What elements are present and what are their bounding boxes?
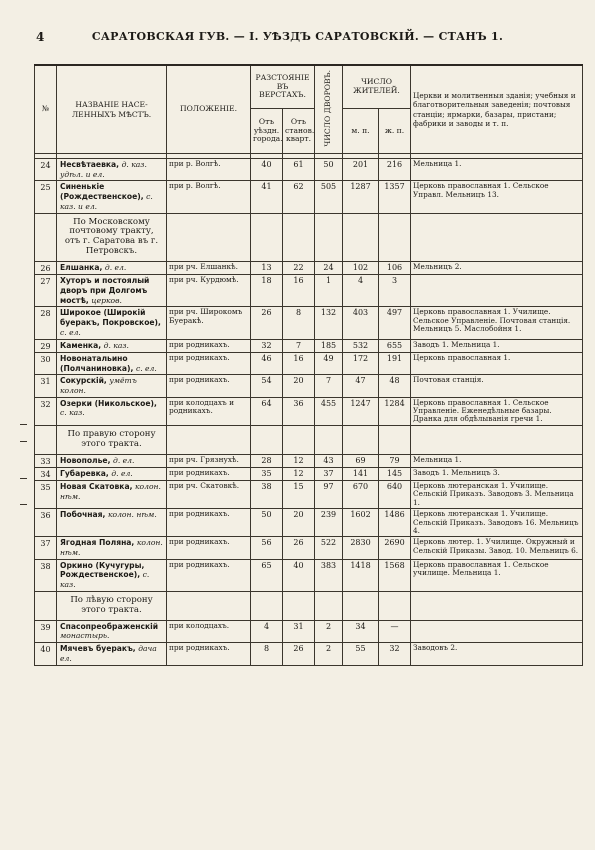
row-number: 38 xyxy=(35,559,57,591)
households-cell: 132 xyxy=(315,307,343,339)
settlement-name-cell xyxy=(57,537,167,559)
female-cell: 655 xyxy=(379,339,411,352)
settlement-name: Каменка, xyxy=(60,340,102,350)
col-header-notes: Церкви и молитвенныя зданія; учебныя и благотворительныя заведенія; почтовыя станціи; ярмарки, базары, пристани; фабрики и заводы и т. п. xyxy=(411,65,583,154)
notes-cell: Церковь православная 1. Сельское Управл. Мельницъ 13. xyxy=(411,181,583,213)
notes-cell: Церковь православная 1. Училище. Сельское Управленіе. Почтовая станція. Мельницъ 5. Маслобойня 1. xyxy=(411,307,583,339)
households-cell: 2 xyxy=(315,643,343,665)
distance-camp-cell: 22 xyxy=(283,262,315,275)
notes-cell: Мельница 1. xyxy=(411,159,583,181)
position-cell: при рч. Грязнухѣ. xyxy=(167,454,251,467)
row-number: 31 xyxy=(35,375,57,397)
row-number: 37 xyxy=(35,537,57,559)
notes-cell: Мельница 1. xyxy=(411,454,583,467)
households-cell: 522 xyxy=(315,537,343,559)
row-number: 34 xyxy=(35,467,57,480)
position-cell: при р. Волгѣ. xyxy=(167,181,251,213)
settlement-name-cell xyxy=(57,509,167,537)
page-header xyxy=(0,26,595,46)
settlement-name: Новополье, xyxy=(60,455,111,465)
distance-town-cell: 35 xyxy=(251,467,283,480)
households-cell: 383 xyxy=(315,559,343,591)
female-cell: 3 xyxy=(379,275,411,307)
distance-town-cell: 40 xyxy=(251,159,283,181)
distance-town-cell: 4 xyxy=(251,620,283,642)
settlement-name-cell xyxy=(57,352,167,374)
settlement-kind: с. ел. xyxy=(135,363,157,373)
settlement-name: Несвѣтаевка, xyxy=(60,160,120,169)
table-row xyxy=(35,262,583,275)
distance-camp-cell: 62 xyxy=(283,181,315,213)
settlement-kind: церков. xyxy=(91,295,122,305)
table-row xyxy=(35,643,583,665)
row-number: 39 xyxy=(35,620,57,642)
settlement-name: Оркино (Кучугуры, Рождественское), xyxy=(60,560,145,580)
settlement-name-cell xyxy=(57,643,167,665)
settlement-name: Озерки (Никольское), xyxy=(60,398,157,408)
settlement-kind: с. ел. xyxy=(60,327,81,337)
distance-camp-cell: 7 xyxy=(283,339,315,352)
female-cell: 32 xyxy=(379,643,411,665)
households-cell: 24 xyxy=(315,262,343,275)
col-header-number: № xyxy=(35,65,57,154)
position-cell: при рч. Елшанкѣ. xyxy=(167,262,251,275)
distance-camp-cell: 12 xyxy=(283,454,315,467)
female-cell: 79 xyxy=(379,454,411,467)
settlement-kind: с. каз. и ел. xyxy=(60,192,153,211)
distance-town-cell: 28 xyxy=(251,454,283,467)
distance-town-cell: 8 xyxy=(251,643,283,665)
row-number: 33 xyxy=(35,454,57,467)
settlement-name: Сокурскій, xyxy=(60,376,107,386)
households-cell: 2 xyxy=(315,620,343,642)
households-cell: 185 xyxy=(315,339,343,352)
male-cell: 69 xyxy=(343,454,379,467)
section-heading-row xyxy=(35,425,583,454)
male-cell: 532 xyxy=(343,339,379,352)
settlement-kind: д. каз. xyxy=(103,340,129,350)
settlement-name-cell xyxy=(57,159,167,181)
female-cell: 1284 xyxy=(379,397,411,425)
notes-cell: Церковь лютер. 1. Училище. Окружный и Сельскій Приказы. Завод. 10. Мельницъ 6. xyxy=(411,537,583,559)
position-cell: при родникахъ. xyxy=(167,467,251,480)
households-cell: 49 xyxy=(315,352,343,374)
settlement-name-cell xyxy=(57,375,167,397)
distance-town-cell: 41 xyxy=(251,181,283,213)
position-cell: при родникахъ. xyxy=(167,339,251,352)
households-cell: 239 xyxy=(315,509,343,537)
settlement-kind: д. каз. удѣл. и ел. xyxy=(60,160,147,179)
male-cell: 1287 xyxy=(343,181,379,213)
table-row xyxy=(35,375,583,397)
row-number: 28 xyxy=(35,307,57,339)
distance-town-cell: 18 xyxy=(251,275,283,307)
row-number: 24 xyxy=(35,159,57,181)
position-cell: при родникахъ. xyxy=(167,537,251,559)
table-row xyxy=(35,509,583,537)
households-cell: 505 xyxy=(315,181,343,213)
notes-cell: Церковь православная 1. xyxy=(411,352,583,374)
settlement-kind: колон. нѣм. xyxy=(60,481,161,501)
position-cell: при рч. Широкомъ Буеракѣ. xyxy=(167,307,251,339)
col-header-female: ж. п. xyxy=(379,109,411,154)
male-cell: 1247 xyxy=(343,397,379,425)
margin-dash xyxy=(20,424,27,425)
male-cell: 102 xyxy=(343,262,379,275)
settlement-kind: колон. нѣм. xyxy=(107,510,157,520)
settlement-name: Новая Скатовка, xyxy=(60,481,133,491)
col-header-distance-town: Отъ уѣздн. города. xyxy=(251,109,283,154)
col-header-inhabitants: ЧИСЛО ЖИТЕЛЕЙ. xyxy=(343,65,411,109)
notes-cell: Церковь православная 1. Сельское училище. Мельница 1. xyxy=(411,559,583,591)
distance-camp-cell: 40 xyxy=(283,559,315,591)
female-cell: 145 xyxy=(379,467,411,480)
distance-camp-cell: 16 xyxy=(283,352,315,374)
position-cell: при р. Волгѣ. xyxy=(167,159,251,181)
settlement-name: Хуторъ и постоялый дворъ при Долгомъ мостѣ, xyxy=(60,276,150,305)
table-row xyxy=(35,480,583,508)
distance-town-cell: 46 xyxy=(251,352,283,374)
notes-cell xyxy=(411,275,583,307)
table-row xyxy=(35,339,583,352)
col-header-position: ПОЛОЖЕНІЕ. xyxy=(167,65,251,154)
settlement-kind: колон. нѣм. xyxy=(60,538,163,558)
section-heading: По Московскому почтовому тракту, отъ г. Саратова въ г. Петровскъ. xyxy=(57,213,167,262)
section-heading: По лѣвую сторону этого тракта. xyxy=(57,591,167,620)
male-cell: 201 xyxy=(343,159,379,181)
settlement-name-cell xyxy=(57,181,167,213)
margin-dash xyxy=(20,504,27,505)
table-row xyxy=(35,275,583,307)
distance-camp-cell: 15 xyxy=(283,480,315,508)
table-row xyxy=(35,467,583,480)
notes-cell: Заводъ 1. Мельница 1. xyxy=(411,339,583,352)
distance-town-cell: 65 xyxy=(251,559,283,591)
male-cell: 34 xyxy=(343,620,379,642)
distance-town-cell: 26 xyxy=(251,307,283,339)
distance-town-cell: 38 xyxy=(251,480,283,508)
row-number: 36 xyxy=(35,509,57,537)
row-number: 30 xyxy=(35,352,57,374)
settlement-name-cell xyxy=(57,275,167,307)
distance-camp-cell: 20 xyxy=(283,375,315,397)
notes-cell xyxy=(411,620,583,642)
female-cell: 497 xyxy=(379,307,411,339)
female-cell: — xyxy=(379,620,411,642)
distance-camp-cell: 61 xyxy=(283,159,315,181)
position-cell: при рч. Курдюмѣ. xyxy=(167,275,251,307)
settlement-name: Побочная, xyxy=(60,510,106,520)
row-number: 27 xyxy=(35,275,57,307)
table-row xyxy=(35,307,583,339)
settlement-name: Мячевъ буеракъ, xyxy=(60,644,136,654)
male-cell: 1418 xyxy=(343,559,379,591)
notes-cell: Церковь лютеранская 1. Училище. Сельскій Приказъ. Заводовъ 3. Мельница 1. xyxy=(411,480,583,508)
households-cell: 1 xyxy=(315,275,343,307)
table-row xyxy=(35,559,583,591)
position-cell: при колодцахъ и родникахъ. xyxy=(167,397,251,425)
col-header-distance: РАЗСТОЯНІЕ ВЪ ВЕРСТАХЪ. xyxy=(251,65,315,109)
margin-dash xyxy=(20,441,27,442)
distance-town-cell: 13 xyxy=(251,262,283,275)
row-number: 32 xyxy=(35,397,57,425)
settlement-name: Елшанка, xyxy=(60,263,103,273)
female-cell: 640 xyxy=(379,480,411,508)
male-cell: 1602 xyxy=(343,509,379,537)
settlement-name: Широкое (Широкій буеракъ, Покровское), xyxy=(60,308,161,328)
settlement-name-cell xyxy=(57,620,167,642)
row-number: 40 xyxy=(35,643,57,665)
settlement-kind: д. ел. xyxy=(111,468,133,478)
distance-camp-cell: 26 xyxy=(283,537,315,559)
male-cell: 670 xyxy=(343,480,379,508)
col-header-male: м. п. xyxy=(343,109,379,154)
distance-town-cell: 56 xyxy=(251,537,283,559)
settlement-name-cell xyxy=(57,397,167,425)
female-cell: 106 xyxy=(379,262,411,275)
settlement-name: Спасопреображенскій xyxy=(60,621,159,631)
households-cell: 50 xyxy=(315,159,343,181)
settlement-kind: с. каз. xyxy=(60,570,150,590)
position-cell: при родникахъ. xyxy=(167,509,251,537)
row-number: 25 xyxy=(35,181,57,213)
position-cell: при колодцахъ. xyxy=(167,620,251,642)
table-row xyxy=(35,181,583,213)
female-cell: 1568 xyxy=(379,559,411,591)
male-cell: 2830 xyxy=(343,537,379,559)
settlement-kind: д. ел. xyxy=(113,455,135,465)
settlement-name: Синенькіе (Рождественское), xyxy=(60,182,144,202)
male-cell: 172 xyxy=(343,352,379,374)
position-cell: при родникахъ. xyxy=(167,352,251,374)
table-row xyxy=(35,397,583,425)
row-number: 35 xyxy=(35,480,57,508)
notes-cell: Заводовъ 2. xyxy=(411,643,583,665)
settlement-kind: монастырь. xyxy=(60,631,110,641)
section-heading-row xyxy=(35,213,583,262)
position-cell: при родникахъ. xyxy=(167,559,251,591)
female-cell: 1357 xyxy=(379,181,411,213)
row-number: 29 xyxy=(35,339,57,352)
male-cell: 4 xyxy=(343,275,379,307)
male-cell: 55 xyxy=(343,643,379,665)
position-cell: при рч. Скатовкѣ. xyxy=(167,480,251,508)
distance-camp-cell: 8 xyxy=(283,307,315,339)
position-cell: при родникахъ. xyxy=(167,643,251,665)
settlement-name-cell xyxy=(57,559,167,591)
male-cell: 403 xyxy=(343,307,379,339)
settlement-kind: д. ел. xyxy=(104,263,127,273)
settlement-kind: умётъ колон. xyxy=(60,376,137,395)
register-body xyxy=(35,159,583,666)
table-row xyxy=(35,352,583,374)
settlement-name-cell xyxy=(57,480,167,508)
section-heading: По правую сторону этого тракта. xyxy=(57,425,167,454)
distance-town-cell: 64 xyxy=(251,397,283,425)
table-row xyxy=(35,454,583,467)
distance-camp-cell: 16 xyxy=(283,275,315,307)
margin-dash xyxy=(20,478,27,479)
table-row xyxy=(35,620,583,642)
female-cell: 2690 xyxy=(379,537,411,559)
notes-cell: Церковь лютеранская 1. Училище. Сельскій Приказъ. Заводовъ 16. Мельницъ 4. xyxy=(411,509,583,537)
female-cell: 216 xyxy=(379,159,411,181)
distance-camp-cell: 31 xyxy=(283,620,315,642)
settlement-name: Новонатальино (Полчаниновка), xyxy=(60,353,134,373)
households-cell: 455 xyxy=(315,397,343,425)
distance-camp-cell: 12 xyxy=(283,467,315,480)
households-cell: 7 xyxy=(315,375,343,397)
distance-town-cell: 54 xyxy=(251,375,283,397)
distance-town-cell: 32 xyxy=(251,339,283,352)
notes-cell: Церковь православная 1. Сельское Управленіе. Еженедѣльные базары. Дранка для обдѣлыванія гречи 1. xyxy=(411,397,583,425)
table-row xyxy=(35,537,583,559)
settlement-name: Губаревка, xyxy=(60,468,109,478)
row-number: 26 xyxy=(35,262,57,275)
settlement-name-cell xyxy=(57,467,167,480)
households-cell: 37 xyxy=(315,467,343,480)
female-cell: 48 xyxy=(379,375,411,397)
col-header-name: НАЗВАНІЕ НАСЕ- ЛЕННЫХЪ МѢСТЪ. xyxy=(57,65,167,154)
female-cell: 1486 xyxy=(379,509,411,537)
settlement-name-cell xyxy=(57,262,167,275)
distance-camp-cell: 26 xyxy=(283,643,315,665)
female-cell: 191 xyxy=(379,352,411,374)
settlement-kind: с. каз. xyxy=(60,408,85,418)
notes-cell: Почтовая станція. xyxy=(411,375,583,397)
male-cell: 141 xyxy=(343,467,379,480)
settlement-name: Ягодная Поляна, xyxy=(60,538,135,548)
male-cell: 47 xyxy=(343,375,379,397)
distance-town-cell: 50 xyxy=(251,509,283,537)
notes-cell: Мельницъ 2. xyxy=(411,262,583,275)
distance-camp-cell: 20 xyxy=(283,509,315,537)
settlement-kind: дача ел. xyxy=(60,644,157,663)
page-number: 4 xyxy=(36,30,45,44)
households-cell: 43 xyxy=(315,454,343,467)
running-title: САРАТОВСКАЯ ГУВ. — I. УѢЗДЪ САРАТОВСКІЙ. — СТАНЪ 1. xyxy=(91,30,504,43)
settlement-register-table xyxy=(34,64,583,666)
households-cell: 97 xyxy=(315,480,343,508)
section-heading-row xyxy=(35,591,583,620)
settlement-name-cell xyxy=(57,339,167,352)
position-cell: при родникахъ. xyxy=(167,375,251,397)
settlement-name-cell xyxy=(57,454,167,467)
col-header-households: ЧИСЛО ДВОРОВЪ. xyxy=(315,65,343,154)
table-row xyxy=(35,159,583,181)
col-header-distance-camp: Отъ станов. кварт. xyxy=(283,109,315,154)
distance-camp-cell: 36 xyxy=(283,397,315,425)
notes-cell: Заводъ 1. Мельницъ 3. xyxy=(411,467,583,480)
settlement-name-cell xyxy=(57,307,167,339)
